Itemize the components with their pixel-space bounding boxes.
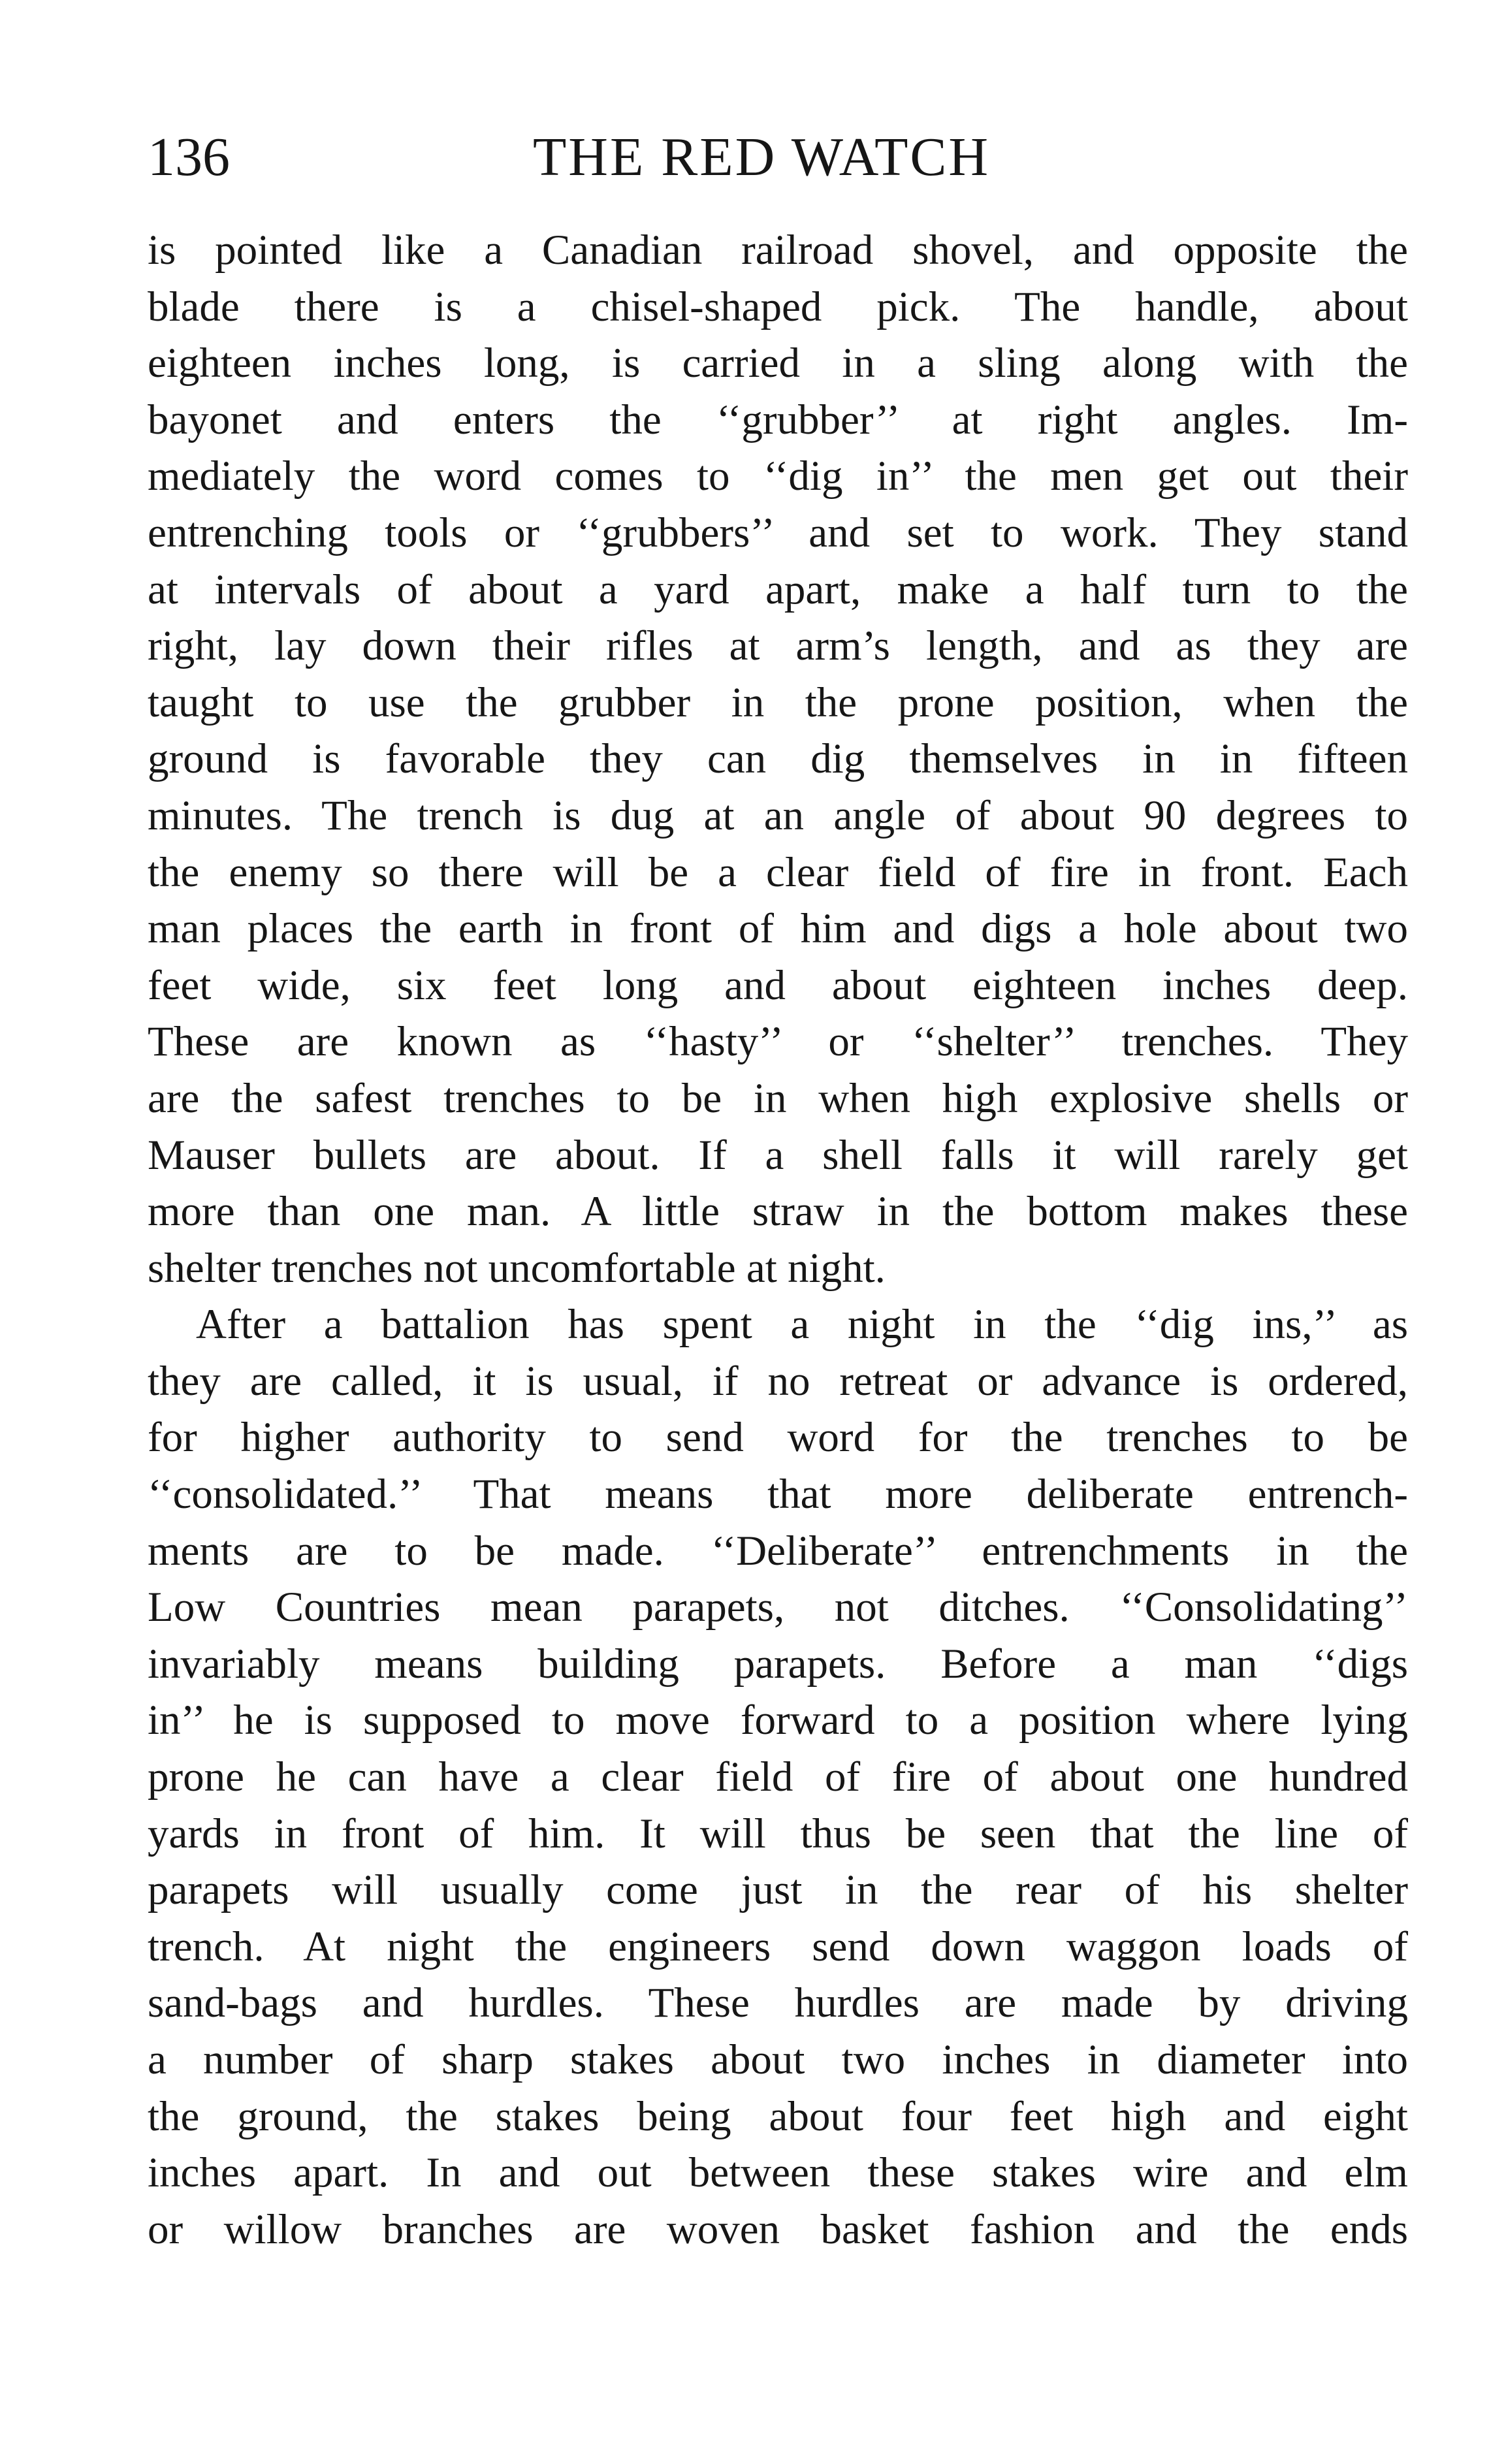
text-line: yards in front of him. It will thus be seen that the line of bbox=[148, 1810, 1408, 1857]
text-line: for higher authority to send word for the trenches to be bbox=[148, 1414, 1408, 1462]
text-line: inches apart. In and out between these stakes wire and elm bbox=[148, 2149, 1408, 2197]
text-line: in’’ he is supposed to move forward to a position where lying bbox=[148, 1697, 1408, 1744]
text-line: at intervals of about a yard apart, make a half turn to the bbox=[148, 566, 1408, 613]
text-line: man places the earth in front of him and digs a hole about two bbox=[148, 905, 1408, 953]
text-line: mediately the word comes to ‘‘dig in’’ the men get out their bbox=[148, 453, 1408, 500]
text-line: prone he can have a clear field of fire of about one hundred bbox=[148, 1753, 1408, 1801]
text-line: a number of sharp stakes about two inches in diameter into bbox=[148, 2036, 1408, 2083]
text-line: parapets will usually come just in the rear of his shelter bbox=[148, 1866, 1408, 1914]
text-line: minutes. The trench is dug at an angle of about 90 degrees to bbox=[148, 792, 1408, 839]
text-line: are the safest trenches to be in when high explosive shells or bbox=[148, 1074, 1408, 1122]
text-line: bayonet and enters the ‘‘grubber’’ at right angles. Im- bbox=[148, 396, 1408, 443]
text-line: is pointed like a Canadian railroad shovel, and opposite the bbox=[148, 227, 1408, 274]
text-line: Low Countries mean parapets, not ditches. ‘‘Consolidating’’ bbox=[148, 1584, 1408, 1631]
text-line: the ground, the stakes being about four feet high and eight bbox=[148, 2092, 1408, 2140]
text-line: taught to use the grubber in the prone position, when the bbox=[148, 679, 1408, 726]
text-line: blade there is a chisel-shaped pick. The handle, about bbox=[148, 283, 1408, 330]
text-line: feet wide, six feet long and about eighteen inches deep. bbox=[148, 961, 1408, 1009]
text-line: sand-bags and hurdles. These hurdles are made by driving bbox=[148, 1979, 1408, 2027]
text-line: shelter trenches not uncomfortable at night. bbox=[148, 1244, 886, 1292]
text-line: ‘‘consolidated.’’ That means that more deliberate entrench- bbox=[148, 1471, 1408, 1518]
running-head bbox=[148, 121, 1408, 193]
text-line: they are called, it is usual, if no retreat or advance is ordered, bbox=[148, 1357, 1408, 1405]
text-line: the enemy so there will be a clear field of fire in front. Each bbox=[148, 848, 1408, 896]
page-number: 136 bbox=[148, 127, 230, 187]
text-line: ground is favorable they can dig themselves in in fifteen bbox=[148, 735, 1408, 783]
text-line: After a battalion has spent a night in the ‘‘dig ins,’’ as bbox=[196, 1301, 1408, 1349]
text-line: These are known as ‘‘hasty’’ or ‘‘shelter’’ trenches. They bbox=[148, 1018, 1408, 1066]
text-line: invariably means building parapets. Before a man ‘‘digs bbox=[148, 1640, 1408, 1688]
text-line: right, lay down their rifles at arm’s length, and as they are bbox=[148, 622, 1408, 670]
body-text bbox=[148, 222, 1408, 2258]
text-line: entrenching tools or ‘‘grubbers’’ and set to work. They stand bbox=[148, 509, 1408, 556]
book-title: THE RED WATCH bbox=[533, 127, 991, 187]
text-line: Mauser bullets are about. If a shell falls it will rarely get bbox=[148, 1131, 1408, 1179]
text-line: trench. At night the engineers send down waggon loads of bbox=[148, 1923, 1408, 1970]
text-line: or willow branches are woven basket fashion and the ends bbox=[148, 2205, 1408, 2253]
text-line: eighteen inches long, is carried in a sling along with the bbox=[148, 340, 1408, 387]
text-line: more than one man. A little straw in the bottom makes these bbox=[148, 1188, 1408, 1236]
text-line: ments are to be made. ‘‘Deliberate’’ entrenchments in the bbox=[148, 1527, 1408, 1575]
